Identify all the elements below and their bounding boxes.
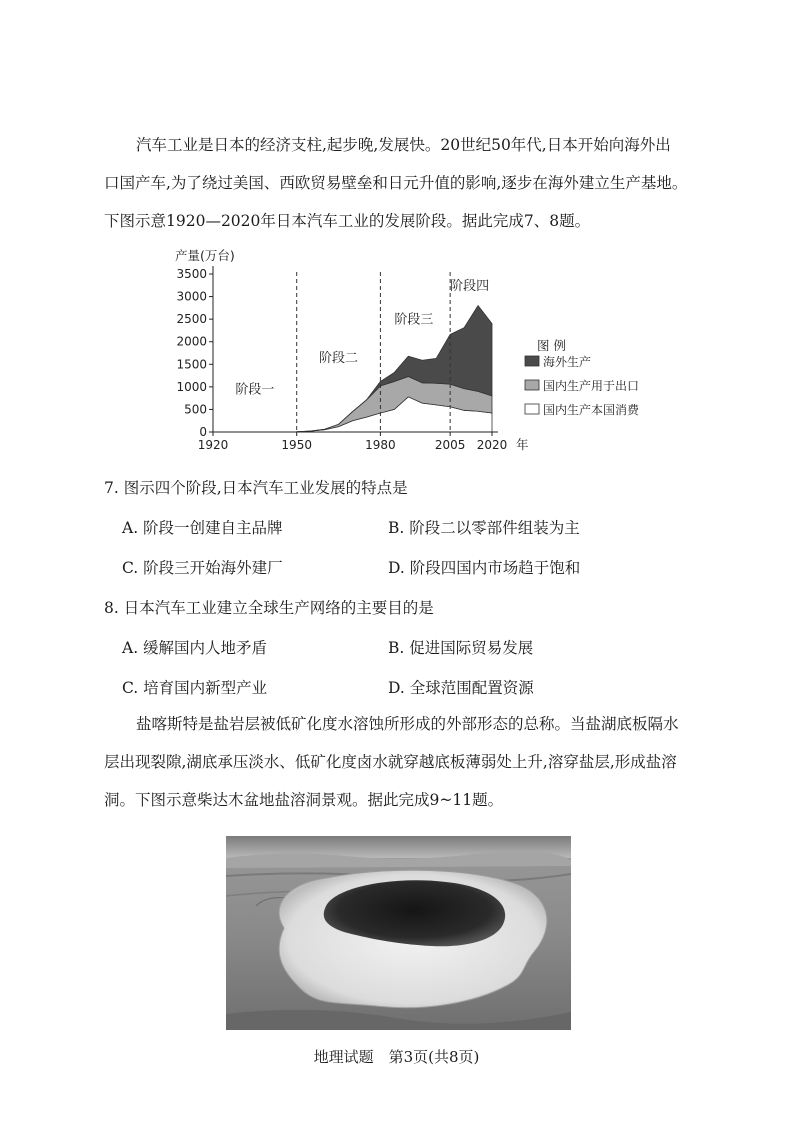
legend-title: 图 例 (537, 338, 566, 353)
y-tick-label-6: 3000 (176, 289, 207, 304)
y-tick-label-3: 1500 (176, 357, 207, 372)
question-8-option-c[interactable]: C. 培育国内新型产业 (122, 679, 268, 697)
stage-label-2: 阶段三 (394, 312, 434, 328)
salt-cave-image (226, 836, 571, 1030)
legend-swatch-1 (525, 380, 539, 390)
auto-industry-chart (170, 242, 670, 462)
passage-1-line-1: 汽车工业是日本的经济支柱,起步晚,发展快。20世纪50年代,日本开始向海外出 (136, 136, 671, 154)
passage-2 (104, 705, 692, 819)
legend-label-1: 国内生产用于出口 (543, 379, 640, 393)
y-tick-label-2: 1000 (176, 379, 207, 394)
passage-1-line-3: 下图示意1920—2020年日本汽车工业的发展阶段。据此完成7、8题。 (104, 212, 591, 230)
y-tick-label-5: 2500 (176, 312, 207, 327)
y-tick-label-1: 500 (184, 402, 207, 417)
passage-1 (104, 126, 692, 240)
x-tick-label-3: 2005 (434, 438, 466, 452)
question-8-stem: 8. 日本汽车工业建立全球生产网络的主要目的是 (104, 599, 434, 617)
passage-2-line-2: 层出现裂隙,湖底承压淡水、低矿化度卤水就穿越底板薄弱处上升,溶穿盐层,形成盐溶 (104, 753, 677, 771)
x-tick-label-2: 1980 (365, 438, 396, 452)
question-8-option-d[interactable]: D. 全球范围配置资源 (388, 679, 534, 697)
question-7-option-a[interactable]: A. 阶段一创建自主品牌 (122, 519, 283, 537)
page-footer: 地理试题 第3页(共8页) (313, 1048, 480, 1066)
passage-2-line-3: 洞。下图示意柴达木盆地盐溶洞景观。据此完成9~11题。 (104, 791, 504, 809)
legend-label-2: 海外生产 (543, 355, 592, 369)
question-8-option-b[interactable]: B. 促进国际贸易发展 (388, 639, 534, 657)
x-tick-label-1: 1950 (281, 438, 312, 452)
x-tick-label-4: 2020 (476, 438, 508, 452)
stage-label-3: 阶段四 (450, 278, 490, 294)
passage-2-line-1: 盐喀斯特是盐岩层被低矿化度水溶蚀所形成的外部形态的总称。当盐湖底板隔水 (136, 715, 679, 733)
legend-swatch-2 (525, 356, 539, 366)
question-7-option-d[interactable]: D. 阶段四国内市场趋于饱和 (388, 559, 581, 577)
chart-svg (170, 242, 670, 462)
y-tick-label-4: 2000 (176, 334, 207, 349)
x-tick-label-0: 1920 (197, 438, 229, 452)
y-axis-label: 产量(万台) (175, 248, 235, 263)
stage-label-1: 阶段二 (319, 351, 359, 367)
question-7-stem: 7. 图示四个阶段,日本汽车工业发展的特点是 (104, 479, 408, 497)
question-7-option-b[interactable]: B. 阶段二以零部件组装为主 (388, 519, 580, 537)
legend-label-0: 国内生产本国消费 (543, 403, 640, 417)
salt-cave-photo (226, 836, 571, 1030)
x-axis-label: 年 (516, 437, 529, 452)
question-8-option-a[interactable]: A. 缓解国内人地矛盾 (122, 639, 268, 657)
passage-1-line-2: 口国产车,为了绕过美国、西欧贸易壁垒和日元升值的影响,逐步在海外建立生产基地。 (104, 174, 688, 192)
legend-swatch-0 (525, 404, 539, 414)
y-tick-label-0: 0 (199, 425, 207, 439)
stage-label-0: 阶段一 (235, 382, 275, 398)
question-7-option-c[interactable]: C. 阶段三开始海外建厂 (122, 559, 283, 577)
y-tick-label-7: 3500 (176, 267, 207, 281)
